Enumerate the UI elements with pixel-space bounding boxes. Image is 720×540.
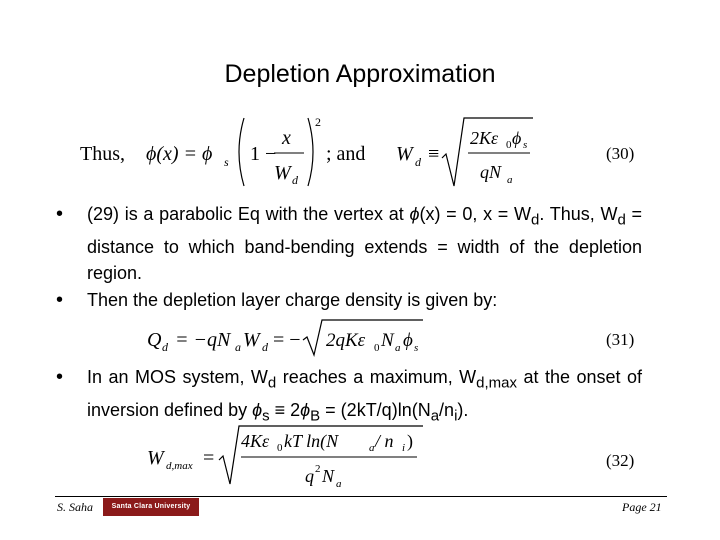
eq32-num-a: a: [369, 442, 375, 454]
eq30-number: (30): [606, 144, 635, 163]
eq31-rad-n: N: [381, 330, 394, 351]
eq30-right-paren: [308, 118, 313, 186]
equation-32: [145, 422, 445, 488]
eq30-wd-lhs-sub: d: [415, 155, 421, 169]
eq30-den: qN: [480, 162, 502, 182]
eq31-mid-d: d: [262, 340, 268, 354]
eq31-rhs: = −: [273, 329, 301, 351]
eq31-rad-0: 0: [374, 342, 380, 354]
eq32-den-2: 2: [315, 463, 321, 475]
eq30-den-a: a: [507, 174, 513, 186]
bullet-1-dot: •: [56, 203, 64, 225]
bullet-1-text: (29) is a parabolic Eq with the vertex at ϕ(x) = 0, $x = W_d$. Thus, $W_d$ = distance to which band-bending extends = width of the depletion region.: [87, 204, 643, 283]
eq31-rad-s: s: [414, 342, 419, 354]
eq32-lhs: W: [147, 447, 164, 469]
eq30-exp: 2: [315, 115, 321, 129]
eq30-num-phi: ϕ: [512, 128, 522, 148]
eq32-num-close: ): [407, 431, 413, 451]
eq32-den-n: N: [322, 466, 335, 486]
bullet-3-dot: •: [56, 366, 64, 388]
eq30-phi-x: ϕ(x) = ϕ: [146, 143, 213, 165]
eq32-num-slash: / n: [375, 431, 394, 451]
eq31-rad-a: a: [395, 342, 401, 354]
eq31-number: (31): [606, 330, 635, 349]
eq30-num-0: 0: [506, 139, 512, 151]
equation-30: [78, 106, 548, 194]
eq30-and: ; and: [326, 143, 366, 165]
eq30-num-s: s: [523, 139, 528, 151]
eq30-x: x: [282, 127, 291, 149]
eq30-one-minus: 1 −: [250, 143, 277, 165]
eq32-num-kt: kT ln(N: [284, 431, 339, 451]
eq31-mid-a: a: [235, 340, 241, 354]
eq31-lhs-sub: d: [162, 340, 168, 354]
eq32-number: (32): [606, 451, 635, 470]
eq32-num-i: i: [402, 442, 406, 454]
eq32-num-0: 0: [277, 442, 283, 454]
eq30-equiv: ≡: [428, 143, 440, 165]
slide-title: Depletion Approximation: [224, 60, 496, 88]
eq32-den: q: [305, 466, 314, 486]
footer-rule: [55, 496, 667, 497]
bullet-3-text: In an MOS system, $W_d$ reaches a maximum, $W_{d,max}$ at the onset of inversion defined by $\phi_s \equiv 2\phi_B = (2kT/q)\ln(N_a/n_i)$.: [87, 367, 642, 425]
eq30-wd: W: [274, 162, 291, 184]
eq30-num: 2Kε: [470, 128, 499, 148]
footer-author: S. Saha: [57, 500, 93, 514]
bullet-2-text: Then the depletion layer charge density is given by:: [87, 290, 498, 310]
bullet-2-dot: •: [56, 289, 64, 311]
eq32-eq: =: [203, 447, 215, 469]
footer-page-number: Page 21: [622, 500, 662, 514]
eq30-left-paren: [239, 118, 244, 186]
eq30-thus: Thus,: [80, 143, 125, 165]
eq31-lhs: Q: [147, 329, 162, 351]
eq31-mid: = −qN: [175, 329, 231, 351]
eq31-mid-w: W: [243, 329, 260, 351]
eq32-den-a: a: [336, 478, 342, 488]
eq31-rad: 2qKε: [326, 330, 366, 351]
eq30-wd-sub: d: [292, 173, 298, 187]
eq30-phi-sub: s: [224, 155, 229, 169]
university-logo: Santa Clara University: [103, 498, 199, 516]
eq32-num: 4Kε: [241, 431, 270, 451]
eq31-rad-phi: ϕ: [403, 330, 413, 351]
equation-31: [145, 316, 445, 360]
eq30-wd-lhs: W: [396, 143, 413, 165]
eq32-lhs-sub: d,max: [166, 460, 193, 472]
